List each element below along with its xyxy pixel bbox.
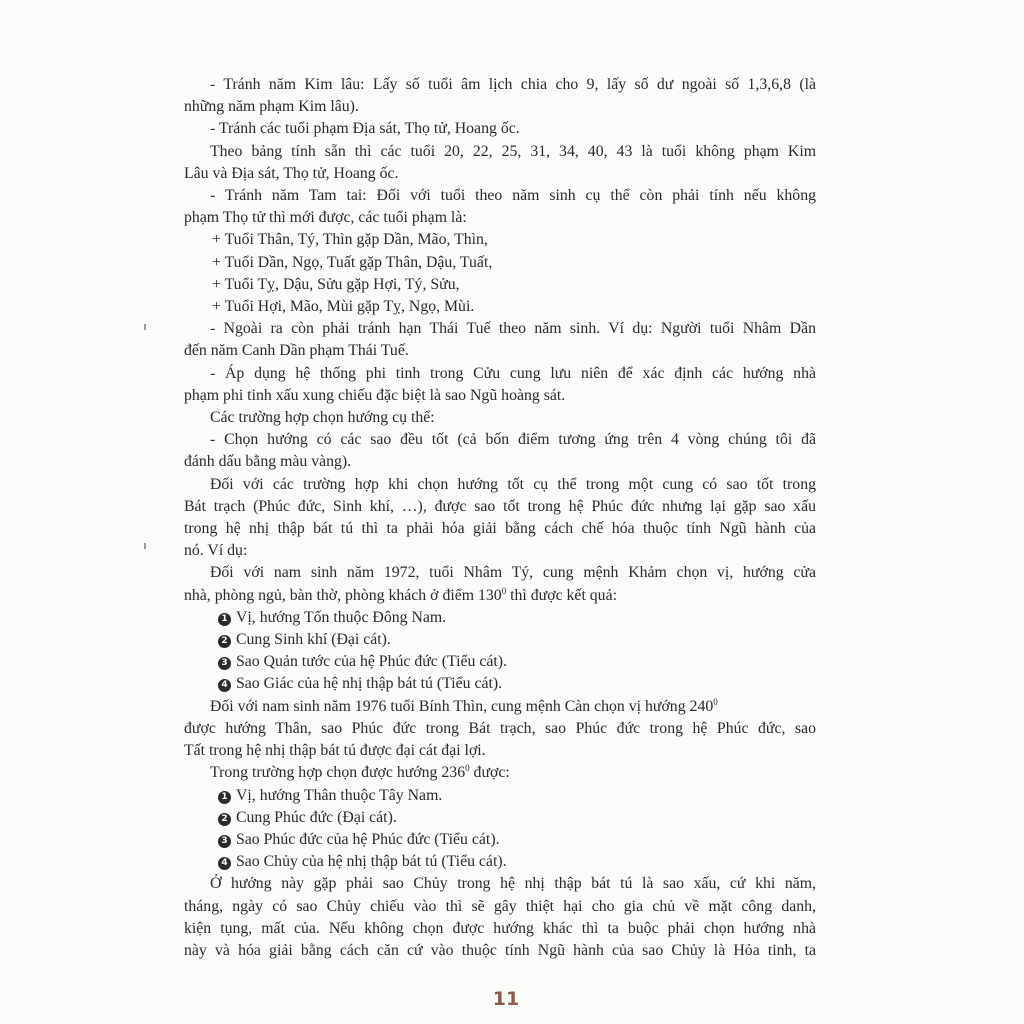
text-line bbox=[184, 585, 816, 607]
degree-superscript: 0 bbox=[501, 585, 507, 596]
text-line: trong hệ nhị thập bát tú thì ta phải hóa giải bằng cách chế hóa thuộc tính Ngũ hành của bbox=[184, 520, 816, 538]
text-line: Ở hướng này gặp phải sao Chủy trong hệ nhị thập bát tú là sao xấu, cứ khi năm, bbox=[210, 875, 816, 893]
text-line-tail: được: bbox=[469, 764, 510, 782]
numbered-item-text: Vị, hướng Tốn thuộc Đông Nam. bbox=[236, 608, 447, 626]
text-line: đến năm Canh Dần phạm Thái Tuế. bbox=[184, 342, 409, 360]
page-number: 11 bbox=[492, 988, 520, 1010]
text-line: - Tránh các tuổi phạm Địa sát, Thọ tử, Hoang ốc. bbox=[210, 120, 520, 138]
numbered-item-text: Sao Giác của hệ nhị thập bát tú (Tiểu cát). bbox=[236, 675, 503, 693]
text-line: Đối với các trường hợp khi chọn hướng tốt cụ thể trong một cung có sao tốt trong bbox=[210, 475, 816, 493]
text-line-main: Trong trường hợp chọn được hướng 236 bbox=[210, 764, 466, 782]
numbered-item bbox=[184, 673, 816, 695]
text-line-tail: thì được kết quả: bbox=[506, 586, 617, 604]
text-line: - Tránh năm Kim lâu: Lấy số tuổi âm lịch chia cho 9, lấy số dư ngoài số 1,3,6,8 (là bbox=[210, 76, 816, 93]
numbered-item-text: Sao Phúc đức của hệ Phúc đức (Tiểu cát). bbox=[236, 830, 500, 848]
circled-number-icon: 4 bbox=[218, 679, 231, 692]
circled-number-icon: 1 bbox=[218, 613, 231, 626]
numbered-item-text: Vị, hướng Thân thuộc Tây Nam. bbox=[236, 786, 443, 804]
text-line: được hướng Thân, sao Phúc đức trong Bát trạch, sao Phúc đức trong hệ Phúc đức, sao bbox=[184, 719, 816, 737]
numbered-item-text: Sao Quản tước của hệ Phúc đức (Tiểu cát). bbox=[236, 653, 507, 671]
text-line: Theo bảng tính sẵn thì các tuổi 20, 22, 25, 31, 34, 40, 43 là tuổi không phạm Kim bbox=[210, 142, 816, 160]
text-line-main: Đối với nam sinh năm 1976 tuổi Bính Thìn, cung mệnh Càn chọn vị hướng 240 bbox=[210, 697, 714, 715]
numbered-item-text: Cung Phúc đức (Đại cát). bbox=[236, 808, 397, 826]
page-body-text bbox=[184, 74, 816, 962]
degree-superscript: 0 bbox=[713, 696, 718, 707]
text-line: - Tránh năm Tam tai: Đối với tuổi theo năm sinh cụ thể còn phải tính nếu không bbox=[210, 187, 816, 205]
text-line: - Áp dụng hệ thống phi tinh trong Cửu cung lưu niên để xác định các hướng nhà bbox=[210, 364, 816, 382]
circled-number-icon: 3 bbox=[218, 657, 231, 670]
numbered-item bbox=[184, 607, 816, 629]
text-line: phạm phi tinh xấu xung chiếu đặc biệt là sao Ngũ hoàng sát. bbox=[184, 386, 566, 404]
numbered-item bbox=[184, 807, 816, 829]
numbered-item-text: Sao Chủy của hệ nhị thập bát tú (Tiểu cát). bbox=[236, 853, 507, 871]
text-line: nó. Ví dụ: bbox=[184, 542, 248, 560]
text-line: kiện tụng, mất của. Nếu không chọn được hướng khác thì ta buộc phải chọn hướng nhà bbox=[184, 919, 816, 937]
text-line: Lâu và Địa sát, Thọ tử, Hoang ốc. bbox=[184, 164, 399, 182]
text-line: Đối với nam sinh năm 1972, tuổi Nhâm Tý, cung mệnh Khảm chọn vị, hướng cửa bbox=[210, 564, 816, 582]
text-line: tháng, ngày có sao Chủy chiếu vào thì sẽ gây thiệt hại cho gia chủ về mặt công danh, bbox=[184, 897, 816, 915]
text-line: + Tuổi Hợi, Mão, Mùi gặp Tỵ, Ngọ, Mùi. bbox=[212, 298, 475, 316]
text-line: - Ngoài ra còn phải tránh hạn Thái Tuế theo năm sinh. Ví dụ: Người tuổi Nhâm Dần bbox=[210, 320, 816, 338]
numbered-item bbox=[184, 629, 816, 651]
scan-edge-mark bbox=[144, 324, 146, 330]
text-line: Tất trong hệ nhị thập bát tú được đại cát đại lợi. bbox=[184, 742, 486, 760]
degree-superscript: 0 bbox=[465, 763, 470, 774]
text-line: đánh dấu bằng màu vàng). bbox=[184, 453, 352, 471]
text-line: phạm Thọ tử thì mới được, các tuổi phạm là: bbox=[184, 209, 467, 227]
text-line: + Tuổi Tỵ, Dậu, Sửu gặp Hợi, Tý, Sửu, bbox=[212, 275, 460, 293]
text-line: + Tuổi Dần, Ngọ, Tuất gặp Thân, Dậu, Tuất, bbox=[212, 253, 493, 271]
circled-number-icon: 2 bbox=[218, 813, 231, 826]
numbered-item bbox=[184, 785, 816, 807]
circled-number-icon: 4 bbox=[218, 857, 231, 870]
numbered-item bbox=[184, 651, 816, 673]
text-line: - Chọn hướng có các sao đều tốt (cả bốn điểm tương ứng trên 4 vòng chúng tôi đã bbox=[210, 431, 816, 449]
text-line: + Tuổi Thân, Tý, Thìn gặp Dần, Mão, Thìn, bbox=[212, 231, 488, 249]
circled-number-icon: 2 bbox=[218, 635, 231, 648]
numbered-item-text: Cung Sinh khí (Đại cát). bbox=[236, 631, 391, 649]
text-line bbox=[184, 762, 816, 784]
text-line-main: nhà, phòng ngủ, bàn thờ, phòng khách ở điểm 130 bbox=[184, 586, 502, 604]
text-line: những năm phạm Kim lâu). bbox=[184, 98, 359, 116]
numbered-item bbox=[184, 851, 816, 873]
scan-edge-mark bbox=[144, 543, 146, 549]
text-line bbox=[184, 696, 816, 718]
text-line: Bát trạch (Phúc đức, Sinh khí, …), được sao tốt trong hệ Phúc đức nhưng lại gặp sao xấu bbox=[184, 497, 816, 515]
circled-number-icon: 1 bbox=[218, 791, 231, 804]
text-line: Các trường hợp chọn hướng cụ thể: bbox=[210, 409, 435, 427]
numbered-item bbox=[184, 829, 816, 851]
text-line: này và hóa giải bằng cách căn cứ vào thuộc tính Ngũ hành của sao Chủy là Hỏa tinh, ta bbox=[184, 941, 816, 959]
circled-number-icon: 3 bbox=[218, 835, 231, 848]
